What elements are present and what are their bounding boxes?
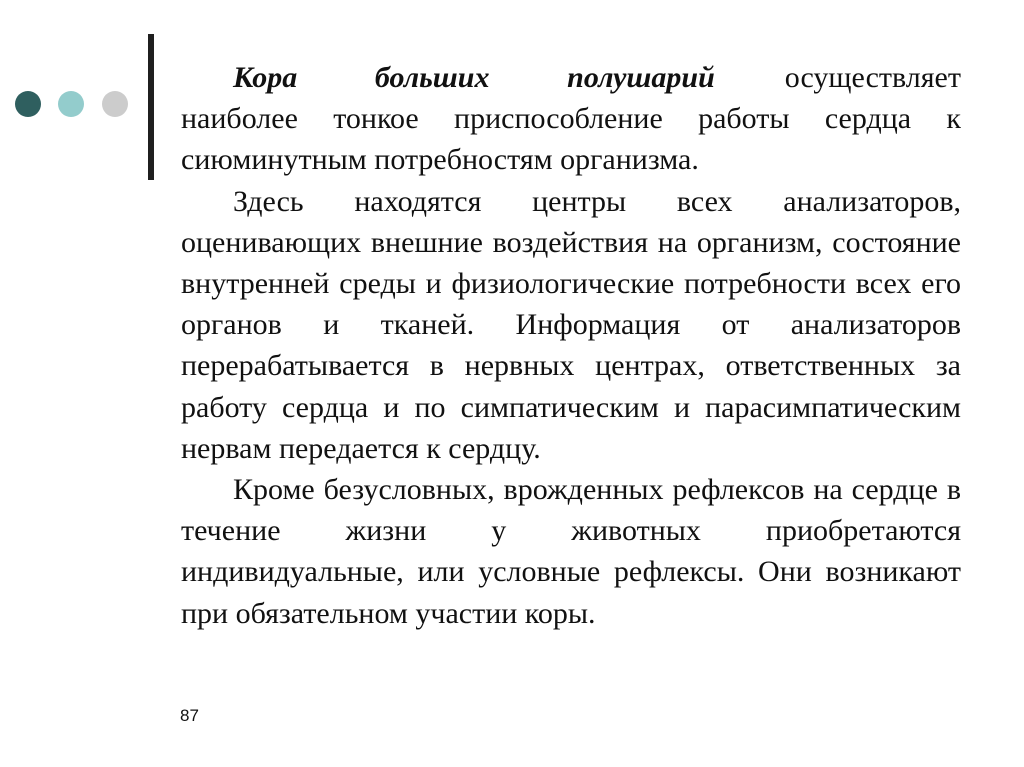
dot-dark-teal-decor: [15, 91, 41, 117]
paragraph-1-rest: осуществляет наиболее тонкое приспособление работы сердца к сиюминутным потребностям организма.: [181, 61, 961, 177]
dot-gray-decor: [102, 91, 128, 117]
paragraph-2: Здесь находятся центры всех анализаторов, оценивающих внешние воздействия на организм, состояние внутренней среды и физиологические потребности всех его органов и тканей. Информация от анализаторов перерабатывается в нервных центрах, ответственных за работу сердца и по симпатическим и парасимпатическим нервам передается к сердцу.: [181, 184, 961, 465]
paragraph-1: [181, 57, 961, 181]
slide-body-text: [181, 57, 961, 634]
page-number: 87: [180, 706, 199, 725]
paragraph-3: Кроме безусловных, врожденных рефлексов на сердце в течение жизни у животных приобретаются индивидуальные, или условные рефлексы. Они возникают при обязательном участии коры.: [181, 473, 961, 630]
vertical-bar-decor: [148, 34, 154, 180]
dot-light-teal-decor: [58, 91, 84, 117]
paragraph-1-lead: Кора больших полушарий: [233, 61, 715, 94]
